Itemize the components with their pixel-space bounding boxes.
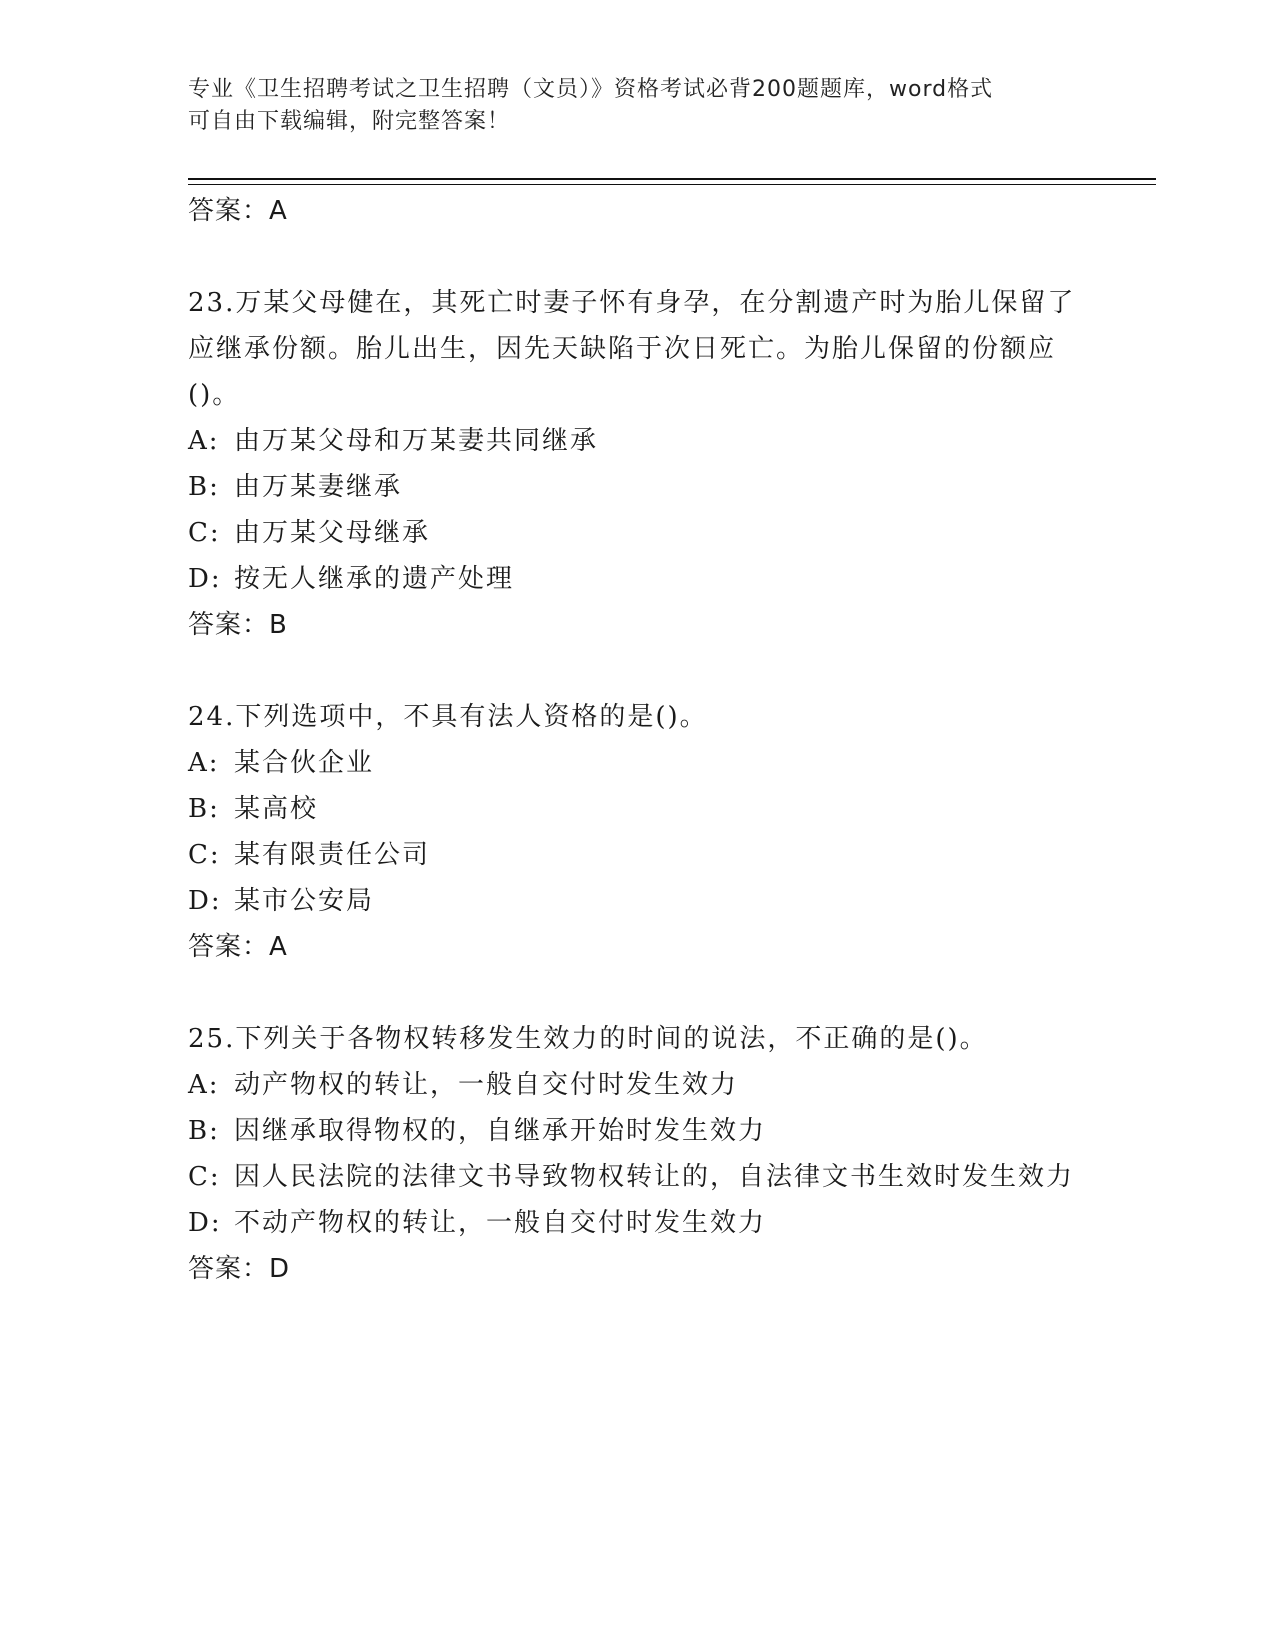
header-divider-thick	[188, 178, 1156, 180]
option-text: 按无人继承的遗产处理	[234, 564, 515, 594]
option-b	[188, 786, 1088, 832]
answer-line: 答案：A	[188, 932, 288, 962]
option-label: A:	[188, 1070, 220, 1100]
option-a	[188, 418, 1088, 464]
option-text: 不动产物权的转让，一般自交付时发生效力	[234, 1208, 767, 1238]
option-text: 某合伙企业	[234, 748, 375, 778]
option-text: 由万某父母和万某妻共同继承	[234, 426, 599, 456]
option-text: 由万某父母继承	[234, 518, 431, 548]
option-text: 动产物权的转让，一般自交付时发生效力	[234, 1070, 739, 1100]
option-c	[188, 832, 1088, 878]
question-stem: 23.万某父母健在，其死亡时妻子怀有身孕，在分割遗产时为胎儿保留了应继承份额。胎儿出生，因先天缺陷于次日死亡。为胎儿保留的份额应()。	[188, 288, 1076, 410]
document-header	[188, 74, 1088, 138]
option-text: 因人民法院的法律文书导致物权转让的，自法律文书生效时发生效力	[234, 1162, 1075, 1192]
option-label: D:	[188, 1208, 222, 1238]
option-d	[188, 878, 1088, 924]
option-label: D:	[188, 886, 222, 916]
question-24	[188, 694, 1088, 970]
answer-line: 答案：B	[188, 610, 288, 640]
option-text: 某高校	[234, 794, 319, 824]
option-label: C:	[188, 840, 221, 870]
question-stem: 25.下列关于各物权转移发生效力的时间的说法，不正确的是()。	[188, 1024, 988, 1054]
option-a	[188, 740, 1088, 786]
option-b	[188, 464, 1088, 510]
question-stem: 24.下列选项中，不具有法人资格的是()。	[188, 702, 708, 732]
header-divider-thin	[188, 184, 1156, 185]
option-b	[188, 1108, 1088, 1154]
option-label: C:	[188, 518, 221, 548]
option-label: C:	[188, 1162, 221, 1192]
option-d	[188, 556, 1088, 602]
header-line-2: 可自由下载编辑，附完整答案！	[188, 109, 511, 134]
option-label: B:	[188, 794, 220, 824]
option-text: 因继承取得物权的，自继承开始时发生效力	[234, 1116, 767, 1146]
option-text: 由万某妻继承	[234, 472, 403, 502]
option-text: 某市公安局	[234, 886, 375, 916]
question-content	[188, 188, 1088, 1292]
option-label: B:	[188, 472, 220, 502]
answer-line: 答案：D	[188, 1254, 291, 1284]
option-d	[188, 1200, 1088, 1246]
option-label: D:	[188, 564, 222, 594]
option-a	[188, 1062, 1088, 1108]
header-line-1: 专业《卫生招聘考试之卫生招聘（文员）》资格考试必背200题题库，word格式	[188, 77, 994, 102]
option-c	[188, 1154, 1088, 1200]
answer-line: 答案：A	[188, 196, 288, 226]
option-label: A:	[188, 426, 220, 456]
option-text: 某有限责任公司	[234, 840, 431, 870]
option-label: A:	[188, 748, 220, 778]
option-label: B:	[188, 1116, 220, 1146]
question-23	[188, 280, 1088, 648]
question-25	[188, 1016, 1088, 1292]
option-c	[188, 510, 1088, 556]
